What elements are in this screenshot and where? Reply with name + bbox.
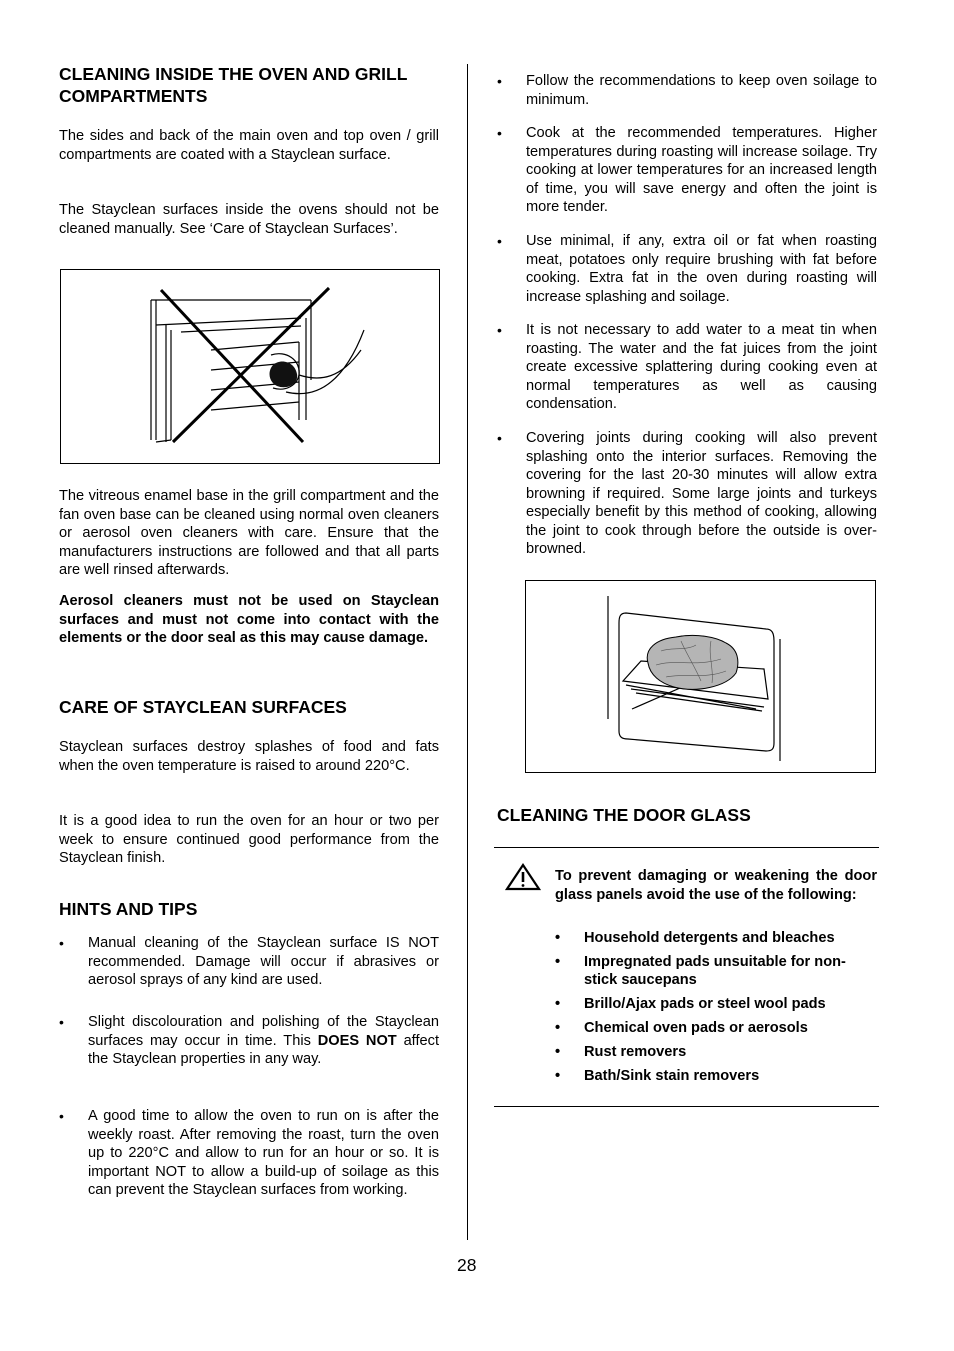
bullet: •	[59, 935, 64, 951]
tip-manual-cleaning: Manual cleaning of the Stayclean surface IS NOT recommended. Damage will occur if abrasives or aerosol sprays of any kind are used.	[88, 935, 439, 988]
tip-follow-recommendations: Follow the recommendations to keep oven soilage to minimum.	[526, 73, 877, 108]
list-item	[555, 1043, 877, 1061]
bullet: •	[497, 430, 502, 446]
paragraph-stayclean-destroys: Stayclean surfaces destroy splashes of food and fats when the oven temperature is raised to around 220°C.	[59, 739, 439, 774]
tip-weekly-roast: A good time to allow the oven to run on is after the weekly roast. After removing the roast, turn the oven up to 220°C and allow to run for an hour or so. It is important NOT to allow a build-up of soilage as this can prevent the Stayclean surfaces from working.	[88, 1108, 439, 1198]
tip-discolouration-text-b: affect the Stayclean properties in any way.	[88, 1032, 439, 1067]
avoid-item-label: Rust removers	[584, 1044, 687, 1060]
paragraph-stayclean-coating: The sides and back of the main oven and top oven / grill compartments are coated with a Stayclean surface.	[59, 128, 439, 163]
list-item	[555, 1019, 877, 1037]
tip-discolouration-emphasis: DOES NOT	[317, 1032, 397, 1049]
heading-hints-tips: HINTS AND TIPS	[59, 899, 198, 919]
rule-top	[494, 847, 879, 848]
heading-cleaning-inside: CLEANING INSIDE THE OVEN AND GRILL COMPARTMENTS	[59, 64, 408, 106]
warning-triangle-icon	[505, 863, 541, 896]
list-item	[555, 929, 877, 947]
bullet: •	[555, 1020, 561, 1036]
tip-discolouration	[88, 1013, 439, 1069]
list-item	[555, 1067, 877, 1085]
list-item	[497, 232, 877, 306]
bullet: •	[555, 930, 561, 946]
list-item	[497, 124, 877, 217]
list-item	[497, 321, 877, 414]
tip-minimal-oil: Use minimal, if any, extra oil or fat when roasting meat, potatoes only require brushing with fat before cooking. Extra fat in the oven during roasting will increase splashing and soilage.	[526, 233, 877, 305]
paragraph-vitreous-enamel: The vitreous enamel base in the grill compartment and the fan oven base can be cleaned using normal oven cleaners or aerosol oven cleaners with care. Ensure that the manufacturers instructions are followed and that all parts are well rinsed afterwards.	[59, 488, 439, 578]
avoid-list	[555, 929, 877, 1085]
bullet: •	[497, 73, 502, 89]
bullet: •	[59, 1108, 64, 1124]
avoid-item-label: Impregnated pads unsuitable for non-stick saucepans	[584, 954, 846, 988]
column-divider	[467, 64, 468, 1240]
avoid-item-label: Brillo/Ajax pads or steel wool pads	[584, 996, 826, 1012]
tip-recommended-temperatures: Cook at the recommended temperatures. Higher temperatures during roasting will increase soilage. Try cooking at lower temperatures for an increased length of time, you will save energy and often the joint is more tender.	[526, 125, 877, 215]
bullet: •	[555, 996, 561, 1012]
figure-no-manual-cleaning	[60, 269, 440, 464]
bullet: •	[555, 954, 561, 970]
bullet: •	[497, 125, 502, 141]
tip-discolouration-text-a: Slight discolouration and polishing of the Stayclean surfaces may occur in time. This	[88, 1014, 439, 1049]
rule-bottom	[494, 1106, 879, 1107]
bullet: •	[59, 1014, 64, 1030]
bullet: •	[555, 1068, 561, 1084]
tip-no-water: It is not necessary to add water to a meat tin when roasting. The water and the fat juices from the joint create excessive splattering during cooking even at normal temperatures as well as causing condensation.	[526, 322, 877, 412]
figure-roasting-joint	[525, 580, 876, 773]
warning-triangle-svg	[505, 863, 541, 891]
paragraph-door-glass-warning: To prevent damaging or weakening the door glass panels avoid the use of the following:	[555, 868, 877, 903]
heading-cleaning-door-glass: CLEANING THE DOOR GLASS	[497, 805, 751, 825]
list-item	[555, 953, 877, 989]
heading-care-stayclean: CARE OF STAYCLEAN SURFACES	[59, 697, 347, 717]
bullet: •	[497, 233, 502, 249]
list-item	[497, 429, 877, 559]
bullet: •	[497, 322, 502, 338]
paragraph-run-oven: It is a good idea to run the oven for an hour or two per week to ensure continued good performance from the Stayclean finish.	[59, 813, 439, 866]
page-number: 28	[457, 1255, 477, 1275]
paragraph-aerosol-warning: Aerosol cleaners must not be used on Stayclean surfaces and must not come into contact with the elements or the door seal as this may cause damage.	[59, 593, 439, 646]
crossed-out-cleaning-illustration	[61, 270, 439, 463]
list-item	[497, 72, 877, 109]
tip-covering-joints: Covering joints during cooking will also prevent splashing onto the interior surfaces. Removing the covering for the last 20-30 minutes will allow extra browning if required. Some large joints and turkeys especially benefit by this method of cooking, allowing the joint to cook through before the outside is over-browned.	[526, 430, 877, 557]
list-item	[555, 995, 877, 1013]
avoid-item-label: Household detergents and bleaches	[584, 930, 835, 946]
avoid-item-label: Bath/Sink stain removers	[584, 1068, 760, 1084]
list-item	[59, 934, 439, 990]
list-item	[59, 1107, 439, 1200]
roasting-tray-illustration	[526, 581, 875, 772]
paragraph-no-manual-cleaning: The Stayclean surfaces inside the ovens should not be cleaned manually. See ‘Care of Stayclean Surfaces’.	[59, 202, 439, 237]
bullet: •	[555, 1044, 561, 1060]
avoid-item-label: Chemical oven pads or aerosols	[584, 1020, 808, 1036]
list-item	[59, 1013, 439, 1069]
